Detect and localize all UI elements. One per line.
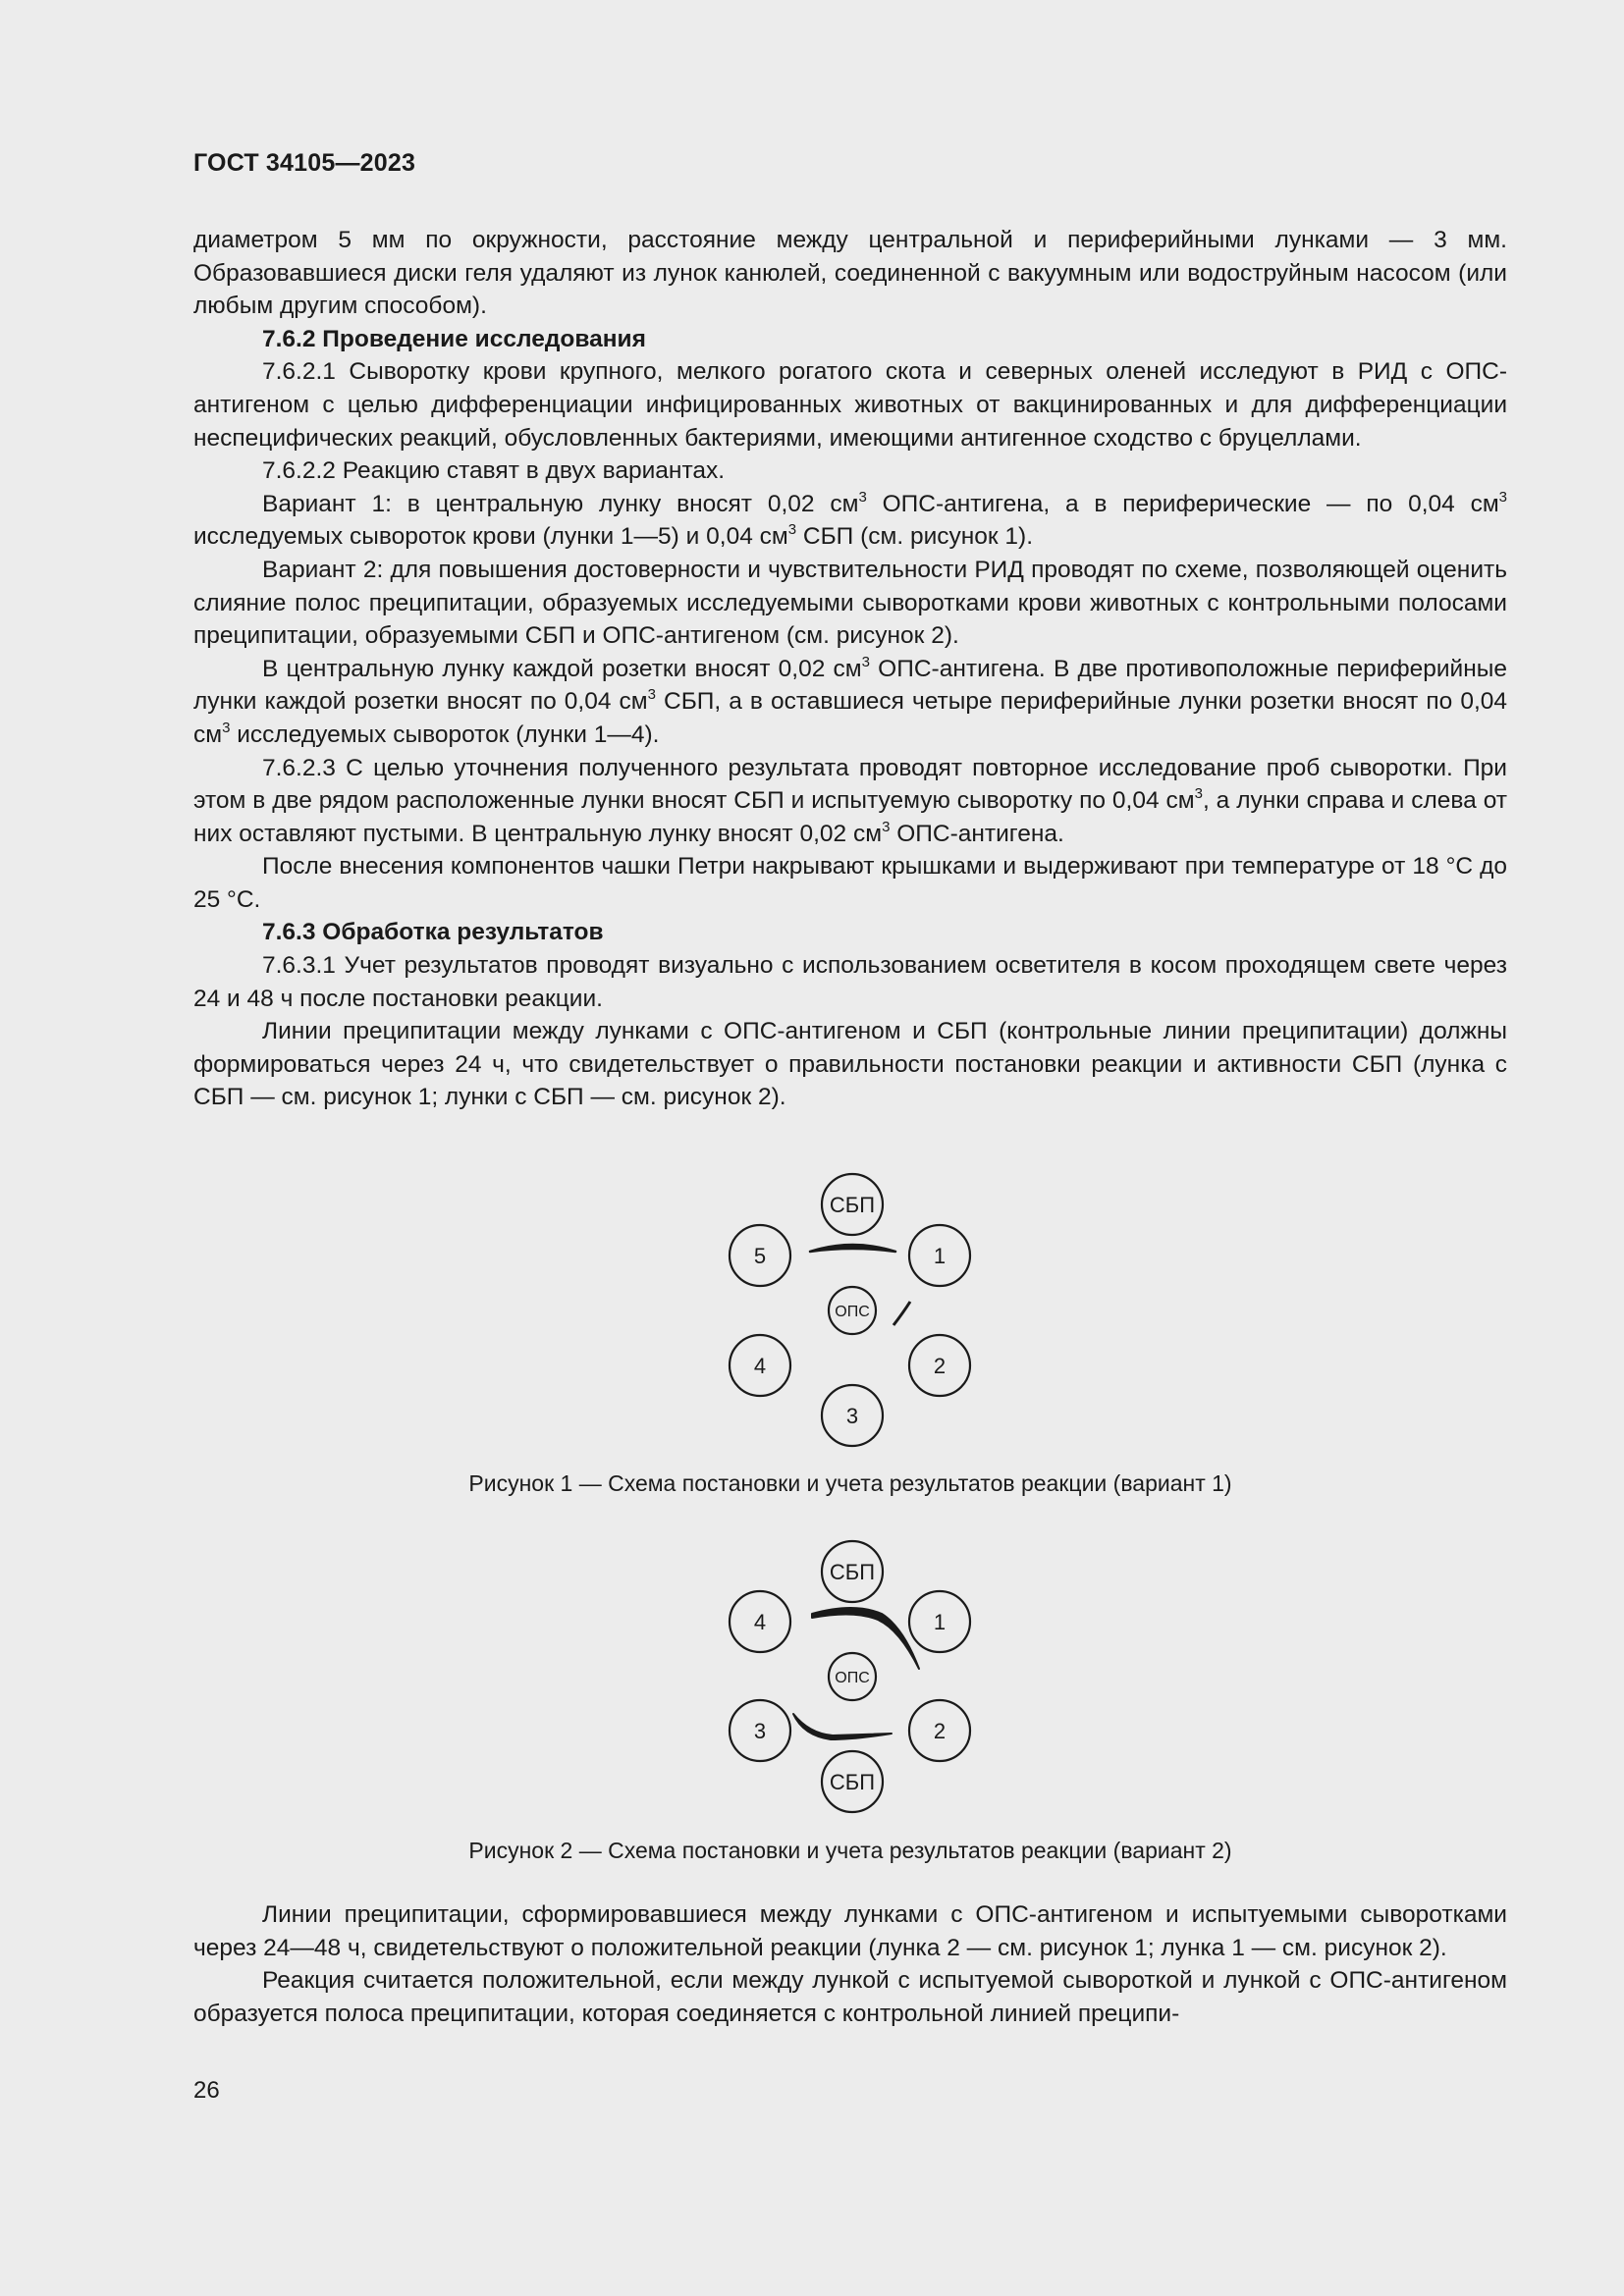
paragraph: Линии преципитации, сформировавшиеся между лунками с ОПС-антигеном и испытуемыми сыворотками через 24—48 ч, свидетельствуют о положительной реакции (лунка 2 — см. рисунок 1; лунка 1 — см. рисунок 2). [193,1901,1507,1961]
paragraph: Линии преципитации между лунками с ОПС-антигеном и СБП (контрольные линии преципитации) должны формироваться через 24 ч, что свидетельствует о правильности постановки реакции и активности СБП (лунка с СБП — см. рисунок 1; лунки с СБП — см. рисунок 2). [193,1018,1507,1111]
section-heading: 7.6.2 Проведение исследования [262,325,646,352]
paragraph: 7.6.3.1 Учет результатов проводят визуально с использованием осветителя в косом проходящем свете через 24 и 48 ч после постановки реакции. [193,952,1507,1012]
body-text-continued [193,1898,1507,2030]
text-run: , а лунки справа и слева от них оставляют пустыми. В центральную лунку вносят 0,02 см [193,787,1507,847]
paragraph: 7.6.2.2 Реакцию ставят в двух вариантах. [262,457,726,485]
text-run: 7.6.2.3 С целью уточнения полученного результата проводят повторное исследование проб сыворотки. При этом в две рядом расположенные лунки вносят СБП и испытуемую сыворотку по 0,04 см [193,754,1507,815]
text-run: В центральную лунку каждой розетки вносят 0,02 см [262,655,862,682]
well-label-3: 3 [845,1404,859,1428]
figure-2-diagram [707,1531,1001,1826]
precipitation-line-bottom [793,1714,892,1739]
well-label-3: 3 [753,1719,767,1743]
well-label-2: 2 [933,1354,947,1378]
precipitation-line [810,1245,895,1252]
text-run: СБП, а в оставшиеся четыре периферийные лунки розетки вносят по 0,04 см [193,688,1507,748]
body-text [193,224,1507,1114]
paragraph-variant-2: Вариант 2: для повышения достоверности и чувствительности РИД проводят по схеме, позволяющей оценить слияние полос преципитации, образуемых исследуемыми сыворотками крови животных с контрольными полосами преципитации, образуемыми СБП и ОПС-антигеном (см. рисунок 2). [193,556,1507,650]
paragraph: Реакция считается положительной, если между лункой с испытуемой сывороткой и лункой с ОПС-антигеном образуется полоса преципитации, которая соединяется с контрольной линией преципи- [193,1967,1507,2027]
figure-1-diagram [707,1163,1001,1458]
page-number: 26 [193,2077,220,2104]
superscript: 3 [1498,488,1508,506]
superscript: 3 [787,521,797,539]
text-run: ОПС-антигена. [890,820,1064,847]
superscript: 3 [882,818,891,835]
precipitation-line-positive [893,1302,910,1325]
well-label-sbp-bottom: СБП [829,1770,876,1794]
well-label-ops: ОПС [835,1304,870,1320]
well-label-1: 1 [933,1244,947,1268]
section-heading: 7.6.3 Обработка результатов [262,919,604,946]
paragraph-variant-1 [193,488,1507,554]
superscript: 3 [647,686,656,704]
paragraph: После внесения компонентов чашки Петри накрывают крышками и выдерживают при температуре от 18 °С до 25 °С. [193,853,1507,913]
text-run: СБП (см. рисунок 1). [796,523,1034,551]
text-run: ОПС-антигена. В две противоположные периферийные лунки каждой розетки вносят по 0,04 см [193,655,1507,716]
text-run: ОПС-антигена, а в периферические — по 0,04 см [866,490,1499,517]
paragraph: диаметром 5 мм по окружности, расстояние между центральной и периферийными лунками — 3 мм. Образовавшиеся диски геля удаляют из лунок канюлей, соединенной с вакуумным или водоструйным насосом (или любым другим способом). [193,227,1507,320]
superscript: 3 [1194,784,1203,802]
well-label-ops: ОПС [835,1670,870,1686]
paragraph [193,752,1507,851]
paragraph [193,653,1507,752]
superscript: 3 [222,719,231,736]
precipitation-line-top [812,1608,919,1669]
figure-2-caption: Рисунок 2 — Схема постановки и учета результатов реакции (вариант 2) [468,1838,1232,1863]
superscript: 3 [858,488,867,506]
well-label-1: 1 [933,1610,947,1634]
figure-1-caption: Рисунок 1 — Схема постановки и учета результатов реакции (вариант 1) [468,1470,1232,1496]
well-label-4: 4 [753,1354,767,1378]
text-run: Вариант 1: в центральную лунку вносят 0,02 см [262,490,859,517]
well-label-2: 2 [933,1719,947,1743]
well-label-5: 5 [753,1244,767,1268]
text-run: исследуемых сывороток крови (лунки 1—5) и 0,04 см [193,523,788,551]
well-label-4: 4 [753,1610,767,1634]
well-label-sbp-top: СБП [829,1560,876,1584]
well-label-sbp: СБП [829,1193,876,1217]
document-header: ГОСТ 34105—2023 [193,149,416,177]
superscript: 3 [861,653,870,670]
paragraph: 7.6.2.1 Сыворотку крови крупного, мелкого рогатого скота и северных оленей исследуют в РИД с ОПС-антигеном с целью дифференциации инфицированных животных от вакцинированных и для дифференциации неспецифических реакций, обусловленных бактериями, имеющими антигенное сходство с бруцеллами. [193,358,1507,452]
text-run: исследуемых сывороток (лунки 1—4). [230,721,660,748]
